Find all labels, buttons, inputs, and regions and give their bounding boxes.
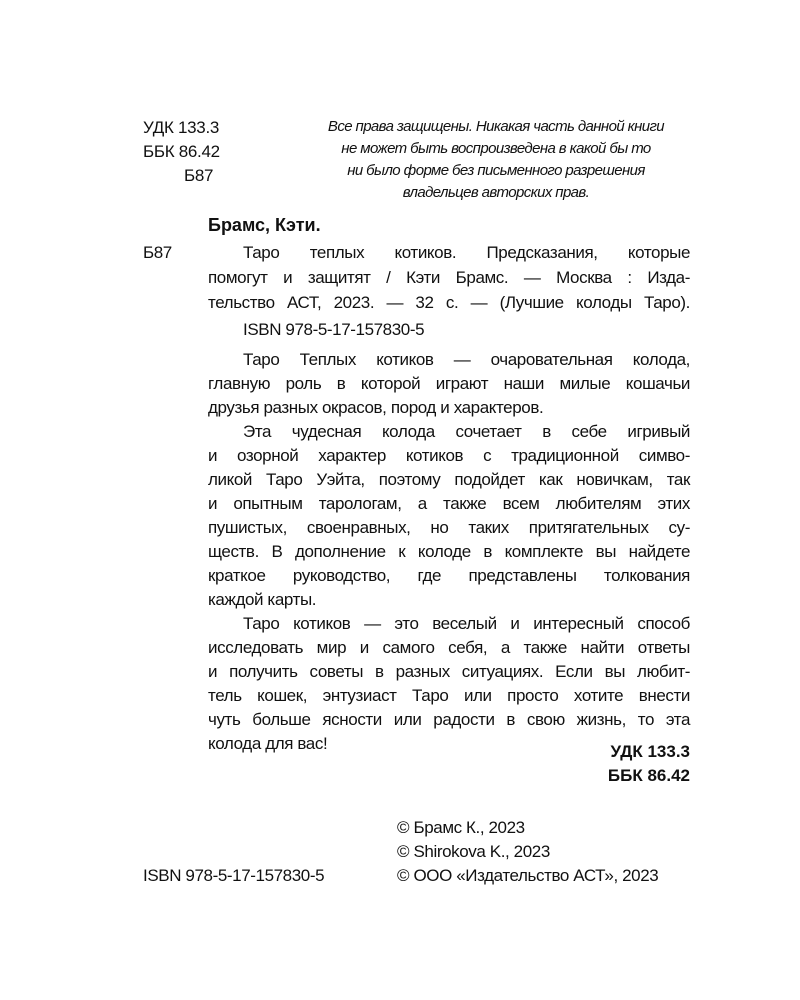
author-mark-top: Б87 [184,166,214,185]
rights-notice-line: владельцев авторских прав. [402,184,590,201]
annotation-line: исследовать мир и самого себя, а также найти ответы [208,638,690,657]
annotation-line: ществ. В дополнение к колоде в комплекте вы найдете [208,542,690,561]
annotation-line: и получить советы в разных ситуациях. Если вы любит- [208,662,690,681]
footer-isbn: ISBN 978-5-17-157830-5 [143,866,325,885]
title-line: Таро теплых котиков. Предсказания, которые [243,243,690,262]
annotation-line: и опытным тарологам, а также всем любителям этих [208,494,690,513]
annotation-line: колода для вас! [208,734,328,753]
isbn-line: ISBN 978-5-17-157830-5 [243,320,425,339]
udk-code-top: УДК 133.3 [143,118,220,137]
bbk-code-bottom: ББК 86.42 [607,766,690,785]
rights-notice-line: не может быть воспроизведена в какой бы то [341,140,651,157]
annotation-line: Эта чудесная колода сочетает в себе игривый [243,422,690,441]
copyright-line: © ООО «Издательство АСТ», 2023 [397,866,659,885]
rights-notice-line: Все права защищены. Никакая часть данной книги [327,118,665,135]
title-line: помогут и защитят / Кэти Брамс. — Москва : Изда- [208,268,690,287]
annotation-line: пушистых, своенравных, но таких притягательных су- [208,518,690,537]
author-heading: Брамс, Кэти. [208,215,321,235]
annotation-line: Таро котиков — это веселый и интересный способ [243,614,690,633]
annotation-line: главную роль в которой играют наши милые кошачьи [208,374,690,393]
rights-notice [296,116,696,204]
annotation-line: тель кошек, энтузиаст Таро или просто хотите внести [208,686,690,705]
annotation-line: чуть больше ясности или радости в свою жизнь, то эта [208,710,690,729]
author-mark: Б87 [143,243,172,262]
title-line: тельство АСТ, 2023. — 32 с. — (Лучшие колоды Таро). [208,293,690,312]
copyright-line: © Брамс К., 2023 [397,818,525,837]
annotation-line: ликой Таро Уэйта, поэтому подойдет как новичкам, так [208,470,690,489]
rights-notice-line: ни было форме без письменного разрешения [347,162,645,179]
udk-code-bottom: УДК 133.3 [610,742,690,761]
annotation-line: краткое руководство, где представлены толкования [208,566,690,585]
bbk-code-top: ББК 86.42 [143,142,220,161]
annotation-line: друзья разных окрасов, пород и характеров. [208,398,544,417]
annotation-line: и озорной характер котиков с традиционной симво- [208,446,690,465]
annotation-line: каждой карты. [208,590,317,609]
annotation-line: Таро Теплых котиков — очаровательная колода, [243,350,690,369]
copyright-line: © Shirokova K., 2023 [397,842,550,861]
